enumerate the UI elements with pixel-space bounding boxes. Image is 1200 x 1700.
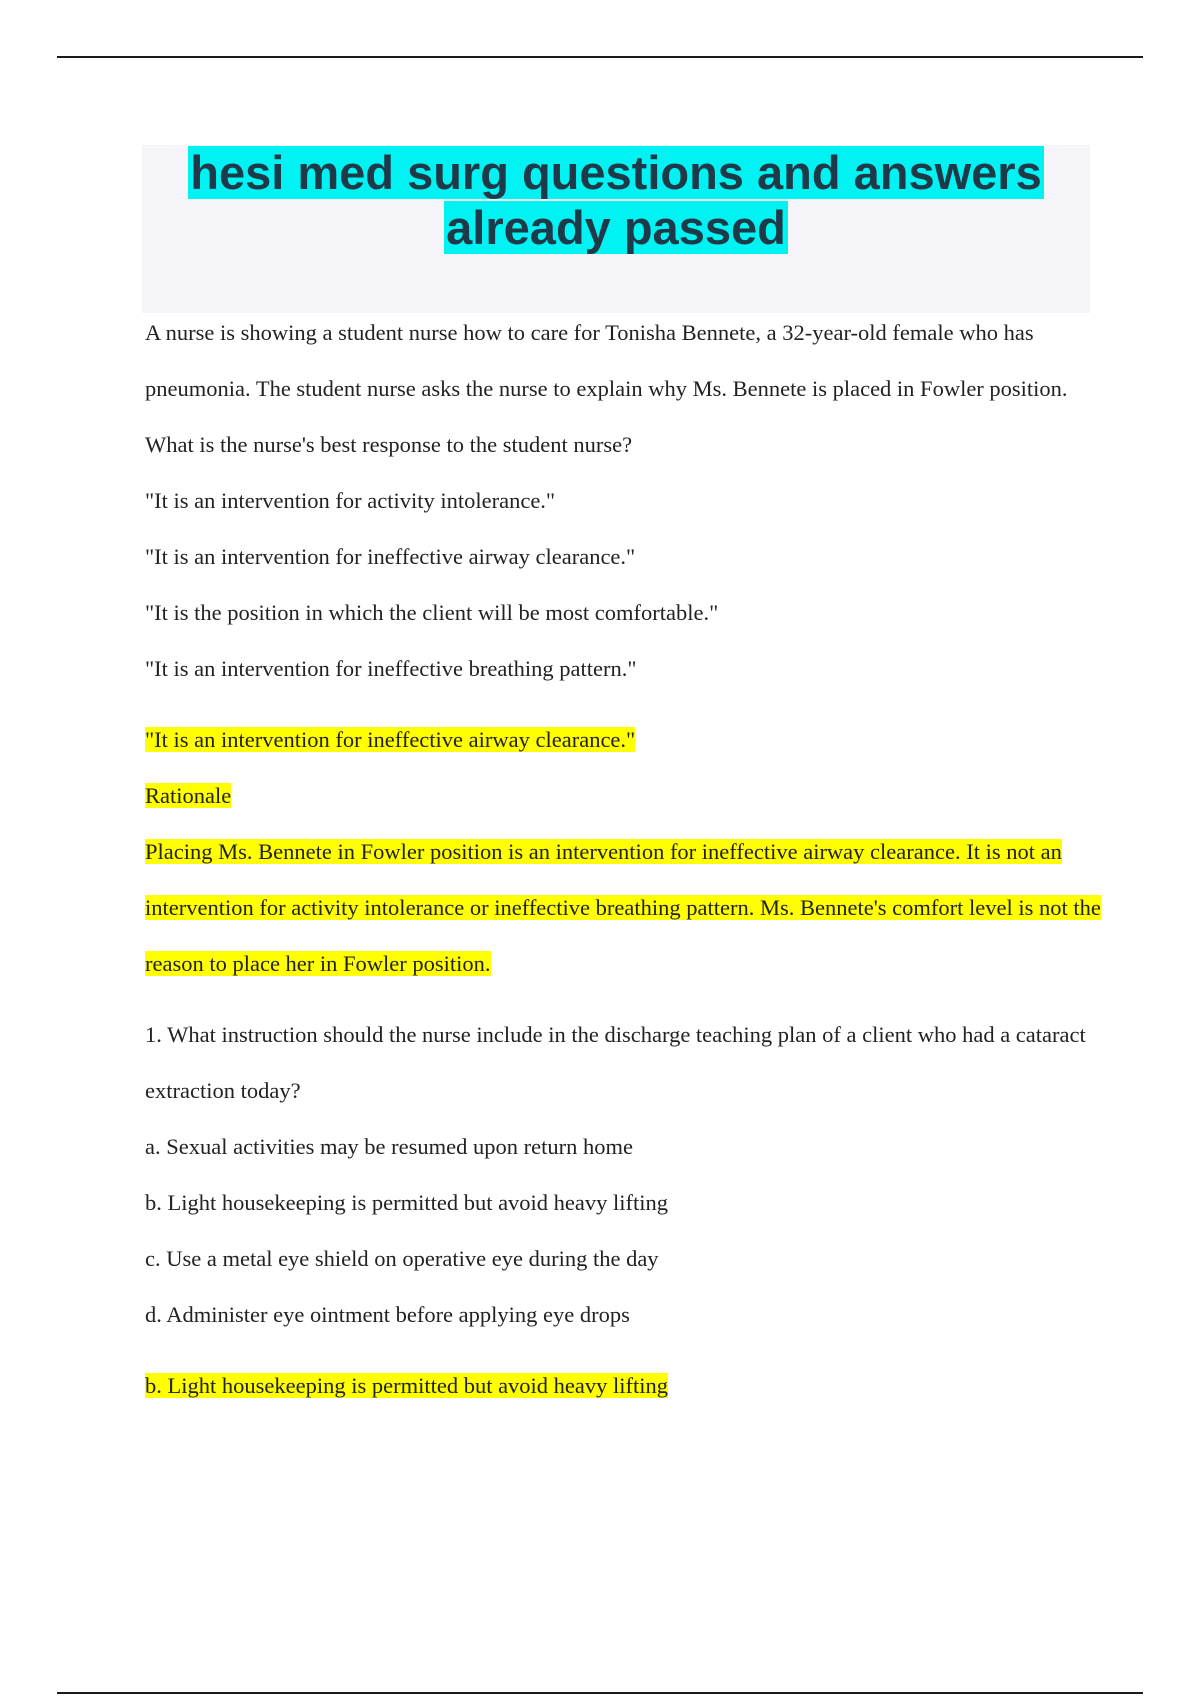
question-1-stem: A nurse is showing a student nurse how to care for Tonisha Bennete, a 32-year-old female who has pneumonia. The student nurse asks the nurse to explain why Ms. Bennete is placed in Fowler position. What is the nurse's best response to the student nurse? bbox=[145, 320, 1068, 457]
rationale-label: Rationale bbox=[145, 783, 232, 808]
question-1-option: "It is an intervention for ineffective airway clearance." bbox=[145, 544, 636, 569]
document-title bbox=[142, 145, 1090, 255]
question-1-option: "It is an intervention for ineffective breathing pattern." bbox=[145, 656, 637, 681]
question-2-answer: b. Light housekeeping is permitted but avoid heavy lifting bbox=[145, 1373, 669, 1398]
question-2-option: d. Administer eye ointment before applying eye drops bbox=[145, 1302, 630, 1327]
question-1-answer-line bbox=[145, 712, 1105, 768]
bottom-rule bbox=[57, 1692, 1143, 1694]
question-2-option: a. Sexual activities may be resumed upon return home bbox=[145, 1134, 633, 1159]
question-1-option: "It is an intervention for activity intolerance." bbox=[145, 488, 556, 513]
title-text: hesi med surg questions and answers already passed bbox=[190, 146, 1042, 254]
question-2-stem: 1. What instruction should the nurse include in the discharge teaching plan of a client who had a cataract extraction today? bbox=[145, 1022, 1086, 1103]
question-2-answer-line bbox=[145, 1358, 1105, 1414]
question-1-option: "It is the position in which the client will be most comfortable." bbox=[145, 600, 719, 625]
question-2-option: c. Use a metal eye shield on operative eye during the day bbox=[145, 1246, 659, 1271]
rationale-text: Placing Ms. Bennete in Fowler position is an intervention for ineffective airway clearance. It is not an intervention for activity intolerance or ineffective breathing pattern. Ms. Bennete's comfort level is not the reason to place her in Fowler position. bbox=[145, 839, 1101, 976]
rationale-line bbox=[145, 824, 1105, 992]
rationale-label-line bbox=[145, 768, 1105, 824]
top-rule bbox=[57, 56, 1143, 58]
document-body bbox=[145, 305, 1105, 1414]
question-1-answer: "It is an intervention for ineffective airway clearance." bbox=[145, 727, 636, 752]
question-2-option: b. Light housekeeping is permitted but avoid heavy lifting bbox=[145, 1190, 669, 1215]
